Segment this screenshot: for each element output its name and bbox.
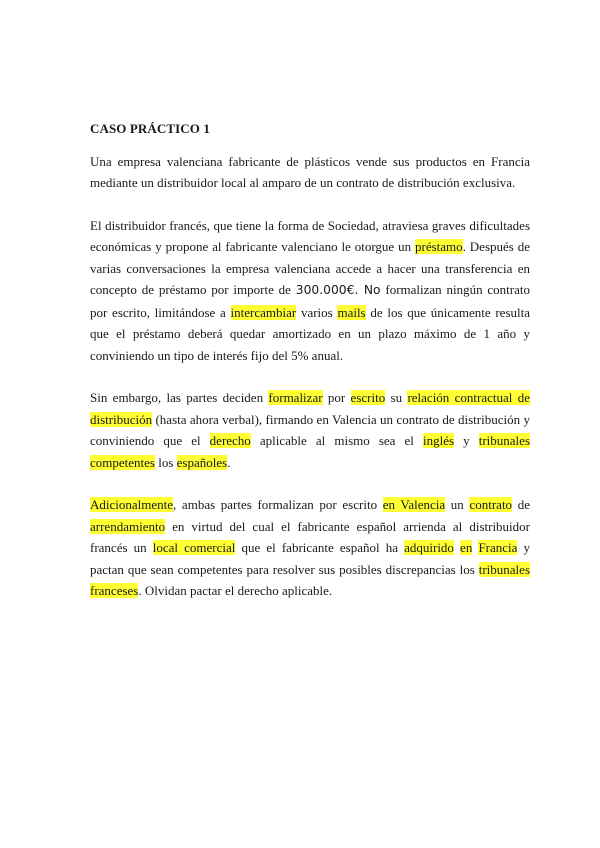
- highlight-francia: Francia: [478, 540, 518, 555]
- highlight-mails: mails: [337, 304, 366, 320]
- p3-text-5: aplicable al mismo sea el: [250, 433, 423, 448]
- paragraph-3: [90, 387, 530, 473]
- highlight-adquirido: adquirido: [404, 540, 454, 555]
- paragraph-4: [90, 494, 530, 602]
- document-body: [90, 118, 530, 623]
- highlight-intercambiar: intercambiar: [230, 304, 297, 320]
- p4-text-3: de: [512, 497, 530, 512]
- p1-text-1: Una empresa valenciana fabricante de plásticos vende sus productos en Francia mediante un distribuidor local al amparo de un contrato de distribución exclusiva.: [90, 153, 530, 190]
- p3-text-1: Sin embargo, las partes deciden: [90, 390, 269, 405]
- p2-text-1: El distribuidor francés, que tiene la forma de Sociedad, atraviesa graves dificultades económicas y propone al fabricante valenciano le otorgue un: [90, 217, 530, 254]
- highlight-en: en: [460, 540, 473, 555]
- highlight-local-comercial: local comercial: [152, 540, 236, 555]
- highlight-tribunales: tribunales: [478, 433, 530, 448]
- p2-text-4: varios: [296, 304, 338, 320]
- p4-text-8: y pactan que sean competentes para resolver sus posibles discrepancias los: [90, 540, 531, 577]
- highlight-arrendamiento: arrendamiento: [90, 518, 166, 534]
- document-title: CASO PRÁCTICO 1: [90, 121, 210, 136]
- p3-text-9: .: [227, 454, 231, 470]
- highlight-tribunales-franceses: tribunales franceses: [90, 561, 530, 598]
- p3-text-6: y: [454, 433, 479, 448]
- p3-text-3: su: [385, 390, 408, 405]
- highlight-contrato: contrato: [469, 497, 513, 512]
- p2-text-2: . Después de varias conversaciones la empresa valenciana accede a hacer una transferencia en concepto de préstamo por importe de: [90, 239, 530, 297]
- p4-text-4: en virtud del cual el fabricante español arrienda al distribuidor francés un: [90, 518, 530, 555]
- p3-text-2: por: [322, 390, 351, 405]
- highlight-adicionalmente: Adicionalmente: [90, 497, 174, 512]
- p3-text-4: (hasta ahora verbal), firmando en Valencia un contrato de distribución y conviniendo que el: [90, 411, 530, 448]
- highlight-prestamo: préstamo: [414, 239, 463, 254]
- amount-text: 300.000€. No: [295, 283, 381, 297]
- highlight-derecho: derecho: [209, 433, 251, 448]
- highlight-espanoles: españoles: [176, 454, 228, 470]
- highlight-en-valencia: en Valencia: [382, 497, 446, 512]
- highlight-competentes: competentes: [90, 454, 155, 470]
- p4-text-5: que el fabricante español ha: [235, 540, 405, 555]
- p4-text-1: , ambas partes formalizan por escrito: [173, 497, 383, 512]
- highlight-escrito: escrito: [350, 390, 386, 405]
- p2-text-3: formalizan ningún contrato por escrito, limitándose a: [90, 282, 530, 320]
- p4-text-2: un: [445, 497, 470, 512]
- p2-text-5: de los que únicamente resulta que el préstamo deberá quedar amortizado en un plazo máximo de 1 año y conviniendo un tipo de interés fijo del 5% anual.: [90, 304, 530, 363]
- p4-text-9: . Olvidan pactar el derecho aplicable.: [138, 583, 333, 598]
- highlight-formalizar: formalizar: [268, 390, 323, 405]
- highlight-relacion-contractual: relación contractual de distribución: [90, 390, 530, 427]
- p3-text-8: los: [154, 454, 177, 470]
- paragraph-1: [90, 151, 530, 194]
- highlight-ingles: inglés: [423, 433, 455, 448]
- paragraph-2: [90, 215, 530, 367]
